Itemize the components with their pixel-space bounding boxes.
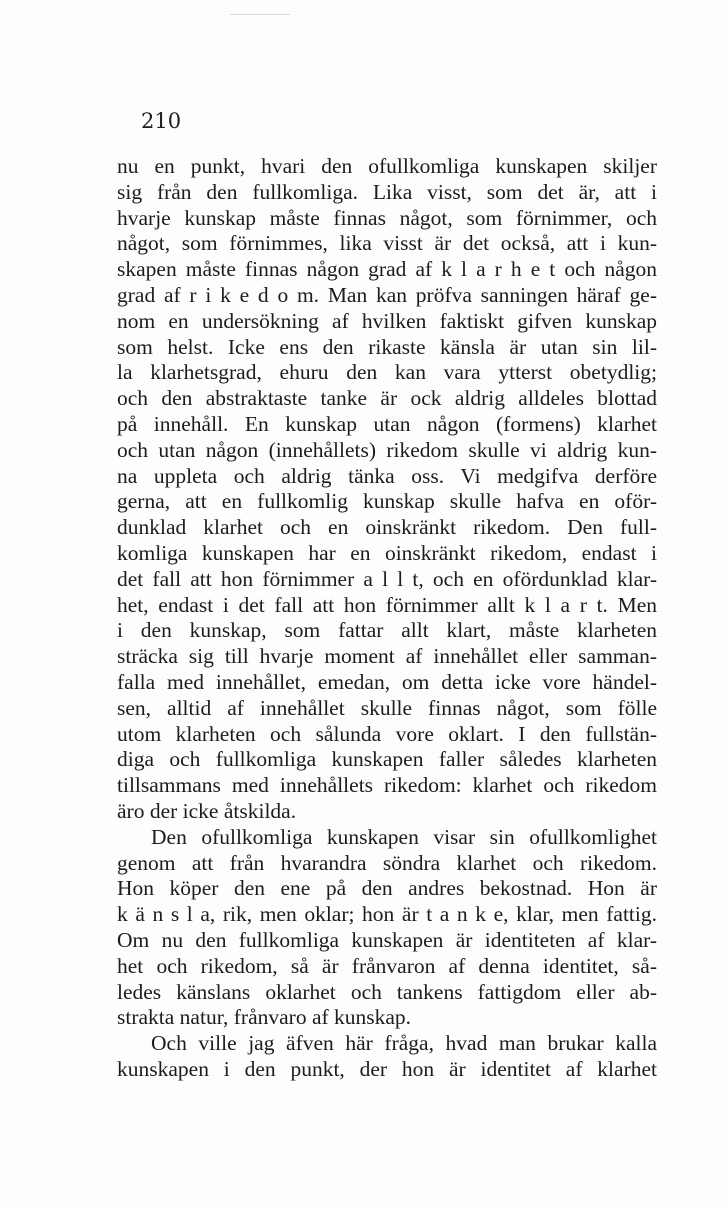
text-line: nu en punkt, hvari den ofullkomliga kunskapen skiljer: [117, 154, 657, 178]
text-line: i den kunskap, som fattar allt klart, måste klarheten: [117, 618, 657, 643]
text-line: gerna, att en fullkomlig kunskap skulle hafva en oför-: [117, 489, 657, 514]
text-line: sen, alltid af innehållet skulle finnas något, som fölle: [117, 695, 657, 720]
text-line: tillsammans med innehållets rikedom: klarhet och rikedom: [117, 773, 657, 798]
text-line: kunskapen i den punkt, der hon är identitet af klarhet: [117, 1056, 657, 1081]
text-line: Om nu den fullkomliga kunskapen är identiteten af klar-: [117, 927, 657, 952]
text-line: genom att från hvarandra söndra klarhet och rikedom.: [117, 850, 657, 875]
text-line: hvarje kunskap måste finnas något, som förnimmer, och: [117, 205, 657, 230]
text-line: som helst. Icke ens den rikaste känsla är utan sin lil-: [117, 334, 657, 359]
text-line: grad af r i k e d o m. Man kan pröfva sanningen häraf ge-: [117, 282, 657, 307]
text-line: det fall att hon förnimmer a l l t, och en ofördunklad klar-: [117, 566, 657, 591]
text-line: la klarhetsgrad, ehuru den kan vara ytterst obetydlig;: [117, 360, 657, 385]
text-line: falla med innehållet, emedan, om detta icke vore händel-: [117, 669, 657, 694]
text-line: nom en undersökning af hvilken faktiskt gifven kunskap: [117, 308, 657, 333]
text-line: strakta natur, frånvaro af kunskap.: [117, 1005, 412, 1030]
text-line: dunklad klarhet och en oinskränkt rikedom. Den full-: [117, 515, 657, 540]
text-line: Den ofullkomliga kunskapen visar sin ofullkomlighet: [151, 824, 657, 849]
text-line: Och ville jag äfven här fråga, hvad man brukar kalla: [151, 1031, 657, 1056]
text-line: sig från den fullkomliga. Lika visst, som det är, att i: [117, 179, 657, 204]
page-number: 210: [141, 109, 182, 133]
text-line: na uppleta och aldrig tänka oss. Vi medgifva derföre: [117, 463, 657, 488]
text-line: äro der icke åtskilda.: [117, 798, 297, 823]
scan-speck: [230, 14, 290, 15]
text-line: sträcka sig till hvarje moment af innehållet eller samman-: [117, 644, 657, 669]
text-line: och utan någon (innehållets) rikedom skulle vi aldrig kun-: [117, 437, 657, 462]
text-line: k ä n s l a, rik, men oklar; hon är t a n k e, klar, men fattig.: [117, 902, 657, 927]
text-line: het, endast i det fall att hon förnimmer allt k l a r t. Men: [117, 592, 657, 617]
text-line: diga och fullkomliga kunskapen faller således klarheten: [117, 747, 657, 772]
text-line: het och rikedom, så är frånvaron af denna identitet, så-: [117, 953, 657, 978]
text-line: något, som förnimmes, lika visst är det också, att i kun-: [117, 231, 657, 256]
text-line: ledes känslans oklarhet och tankens fattigdom eller ab-: [117, 979, 657, 1004]
text-line: Hon köper den ene på den andres bekostnad. Hon är: [117, 876, 657, 901]
text-line: komliga kunskapen har en oinskränkt rikedom, endast i: [117, 540, 657, 565]
body-text: [117, 154, 657, 1083]
text-line: utom klarheten och sålunda vore oklart. I den fullstän-: [117, 721, 657, 746]
text-line: och den abstraktaste tanke är ock aldrig alldeles blottad: [117, 386, 657, 411]
text-line: skapen måste finnas någon grad af k l a r h e t och någon: [117, 257, 657, 282]
text-line: på innehåll. En kunskap utan någon (formens) klarhet: [117, 411, 657, 436]
